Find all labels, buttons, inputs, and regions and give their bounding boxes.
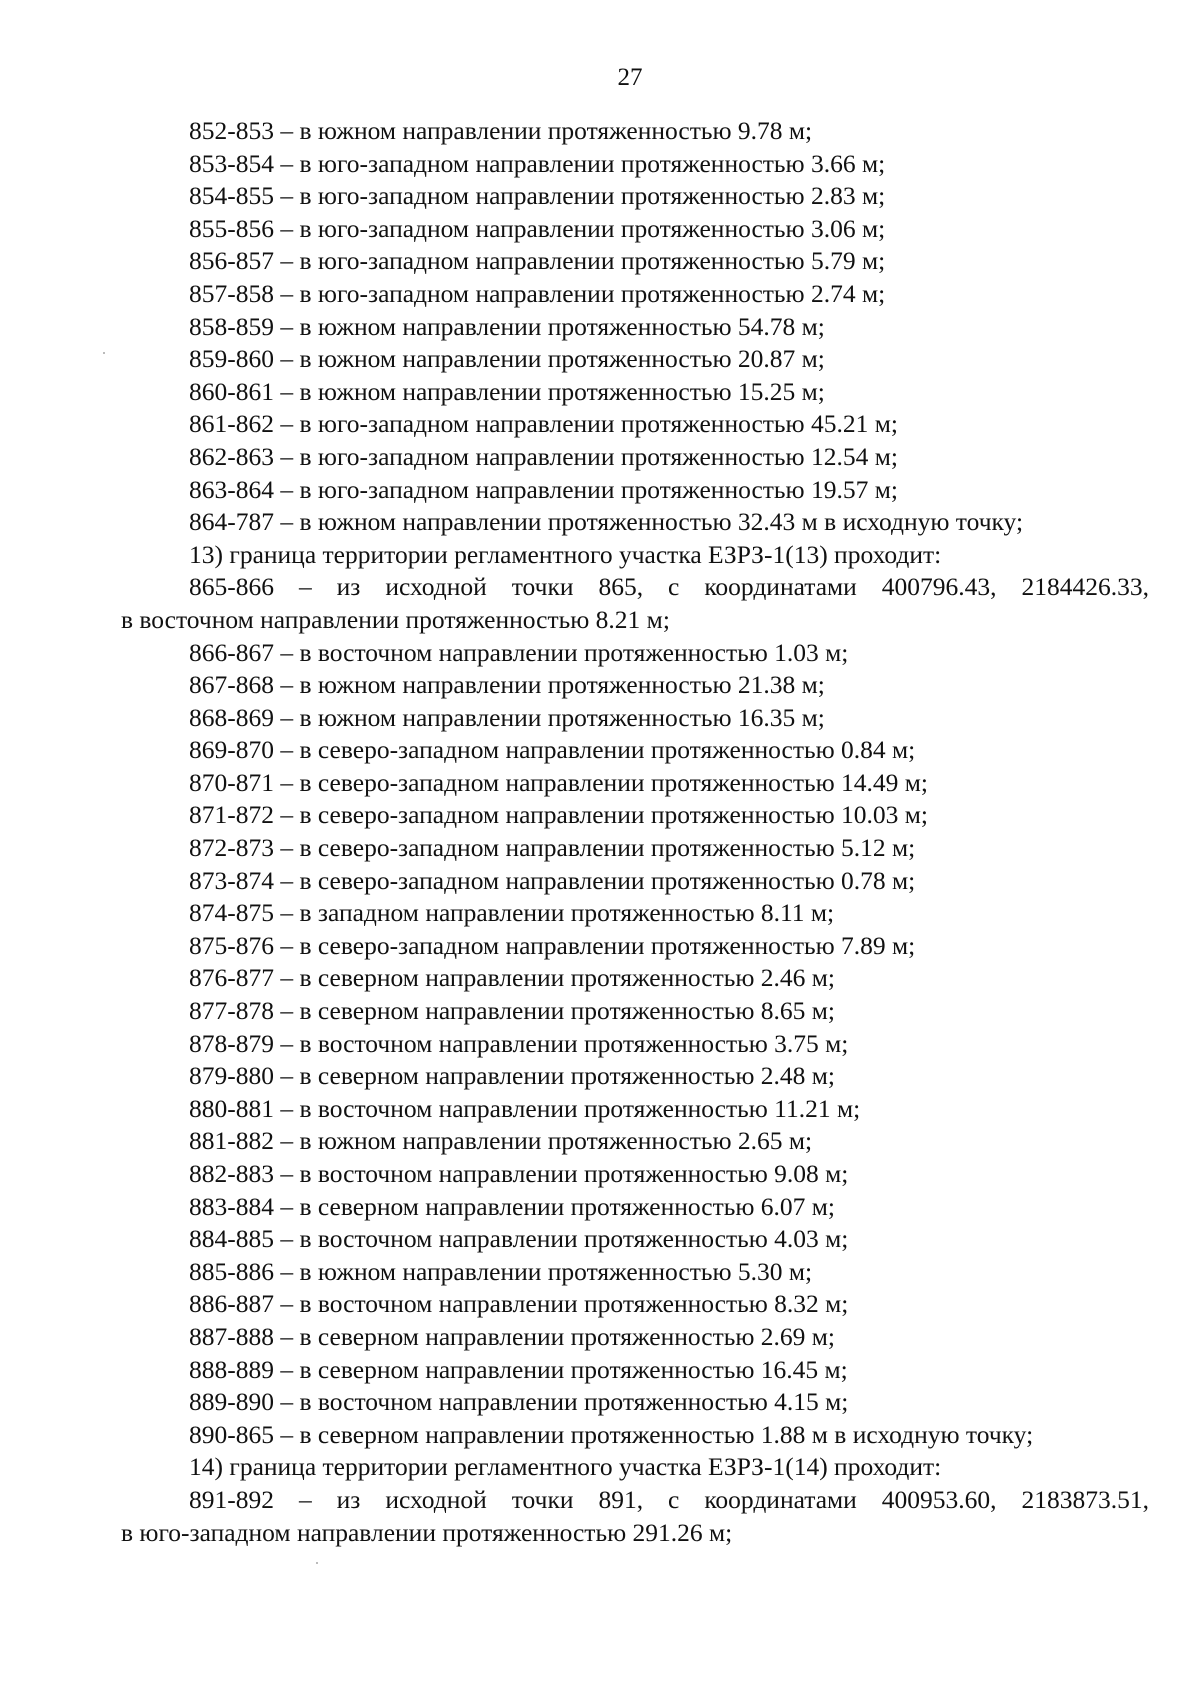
boundary-line: 855-856 – в юго-западном направлении протяженностью 3.06 м; bbox=[189, 213, 886, 243]
paragraph-continuation: в восточном направлении протяженностью 8.21 м; bbox=[121, 604, 670, 634]
boundary-line: 887-888 – в северном направлении протяженностью 2.69 м; bbox=[189, 1321, 836, 1351]
paragraph-word: с bbox=[668, 1484, 680, 1514]
boundary-line: 864-787 – в южном направлении протяженностью 32.43 м в исходную точку; bbox=[189, 507, 1024, 537]
paragraph-word: 2184426.33, bbox=[1021, 572, 1149, 602]
boundary-line: 876-877 – в северном направлении протяженностью 2.46 м; bbox=[189, 963, 836, 993]
paragraph-word: 891-892 bbox=[189, 1484, 274, 1514]
boundary-line: 874-875 – в западном направлении протяженностью 8.11 м; bbox=[189, 898, 835, 928]
boundary-line: 856-857 – в юго-западном направлении протяженностью 5.79 м; bbox=[189, 246, 886, 276]
boundary-list-section-13 bbox=[121, 637, 1149, 1484]
boundary-line: 878-879 – в восточном направлении протяженностью 3.75 м; bbox=[189, 1028, 849, 1058]
boundary-line: 867-868 – в южном направлении протяженностью 21.38 м; bbox=[189, 670, 825, 700]
boundary-line: 890-865 – в северном направлении протяженностью 1.88 м в исходную точку; bbox=[189, 1419, 1034, 1449]
boundary-line: 859-860 – в южном направлении протяженностью 20.87 м; bbox=[189, 344, 825, 374]
boundary-line: 861-862 – в юго-западном направлении протяженностью 45.21 м; bbox=[189, 409, 898, 439]
boundary-line: 888-889 – в северном направлении протяженностью 16.45 м; bbox=[189, 1354, 848, 1384]
boundary-line: 863-864 – в юго-западном направлении протяженностью 19.57 м; bbox=[189, 474, 898, 504]
paragraph-word: исходной bbox=[385, 1484, 487, 1514]
paragraph-word: координатами bbox=[704, 572, 857, 602]
boundary-line: 866-867 – в восточном направлении протяженностью 1.03 м; bbox=[189, 637, 849, 667]
boundary-line: 853-854 – в юго-западном направлении протяженностью 3.66 м; bbox=[189, 148, 886, 178]
paragraph-continuation: в юго-западном направлении протяженностью 291.26 м; bbox=[121, 1517, 733, 1547]
paragraph-word: 400953.60, bbox=[881, 1484, 997, 1514]
boundary-line: 870-871 – в северо-западном направлении протяженностью 14.49 м; bbox=[189, 767, 928, 797]
paragraph-word: – bbox=[298, 1484, 312, 1514]
boundary-line: 868-869 – в южном направлении протяженностью 16.35 м; bbox=[189, 702, 825, 732]
paragraph-word: 865-866 bbox=[189, 572, 274, 602]
boundary-line: 879-880 – в северном направлении протяженностью 2.48 м; bbox=[189, 1061, 836, 1091]
boundary-list-section-12 bbox=[121, 115, 1149, 571]
boundary-line: 882-883 – в восточном направлении протяженностью 9.08 м; bbox=[189, 1159, 849, 1188]
paragraph-word: из bbox=[336, 1484, 361, 1514]
paragraph-word: из bbox=[336, 572, 361, 602]
boundary-line: 889-890 – в восточном направлении протяженностью 4.15 м; bbox=[189, 1387, 849, 1417]
paragraph-word: точки bbox=[511, 572, 574, 602]
paragraph-word: с bbox=[668, 572, 680, 602]
boundary-line: 13) граница территории регламентного участка ЕЗРЗ-1(13) проходит: bbox=[189, 539, 942, 569]
boundary-line: 886-887 – в восточном направлении протяженностью 8.32 м; bbox=[189, 1289, 849, 1319]
page-number: 27 bbox=[617, 64, 643, 91]
boundary-line: 880-881 – в восточном направлении протяженностью 11.21 м; bbox=[189, 1093, 861, 1123]
paragraph-word: 2183873.51, bbox=[1021, 1484, 1149, 1514]
document-body bbox=[121, 115, 1149, 1549]
paragraph-word: 891, bbox=[598, 1484, 644, 1514]
boundary-line: 858-859 – в южном направлении протяженностью 54.78 м; bbox=[189, 311, 825, 341]
boundary-line: 862-863 – в юго-западном направлении протяженностью 12.54 м; bbox=[189, 441, 898, 471]
boundary-line: 857-858 – в юго-западном направлении протяженностью 2.74 м; bbox=[189, 278, 886, 308]
paragraph-start-865 bbox=[121, 571, 1149, 636]
boundary-line: 885-886 – в южном направлении протяженностью 5.30 м; bbox=[189, 1256, 813, 1286]
boundary-line: 881-882 – в южном направлении протяженностью 2.65 м; bbox=[189, 1126, 813, 1156]
paragraph-word: координатами bbox=[704, 1484, 857, 1514]
paragraph-word: – bbox=[298, 572, 312, 602]
boundary-line: 883-884 – в северном направлении протяженностью 6.07 м; bbox=[189, 1191, 836, 1221]
paragraph-word: 865, bbox=[598, 572, 644, 602]
boundary-line: 877-878 – в северном направлении протяженностью 8.65 м; bbox=[189, 996, 836, 1026]
scan-speck bbox=[316, 1562, 318, 1564]
scan-speck bbox=[103, 352, 105, 354]
boundary-line: 852-853 – в южном направлении протяженностью 9.78 м; bbox=[189, 116, 813, 145]
paragraph-first-line bbox=[121, 1484, 1149, 1517]
paragraph-start-891 bbox=[121, 1484, 1149, 1549]
boundary-line: 14) граница территории регламентного участка ЕЗРЗ-1(14) проходит: bbox=[189, 1452, 942, 1482]
paragraph-word: точки bbox=[511, 1484, 574, 1514]
boundary-line: 873-874 – в северо-западном направлении протяженностью 0.78 м; bbox=[189, 865, 916, 895]
boundary-line: 871-872 – в северо-западном направлении протяженностью 10.03 м; bbox=[189, 800, 928, 830]
paragraph-word: 400796.43, bbox=[881, 572, 997, 602]
boundary-line: 854-855 – в юго-западном направлении протяженностью 2.83 м; bbox=[189, 181, 886, 211]
boundary-line: 875-876 – в северо-западном направлении протяженностью 7.89 м; bbox=[189, 930, 916, 960]
paragraph-first-line bbox=[121, 571, 1149, 604]
boundary-line: 872-873 – в северо-западном направлении протяженностью 5.12 м; bbox=[189, 833, 916, 863]
paragraph-word: исходной bbox=[385, 572, 487, 602]
boundary-line: 869-870 – в северо-западном направлении протяженностью 0.84 м; bbox=[189, 735, 916, 765]
boundary-line: 860-861 – в южном направлении протяженностью 15.25 м; bbox=[189, 376, 825, 406]
boundary-line: 884-885 – в восточном направлении протяженностью 4.03 м; bbox=[189, 1224, 849, 1254]
